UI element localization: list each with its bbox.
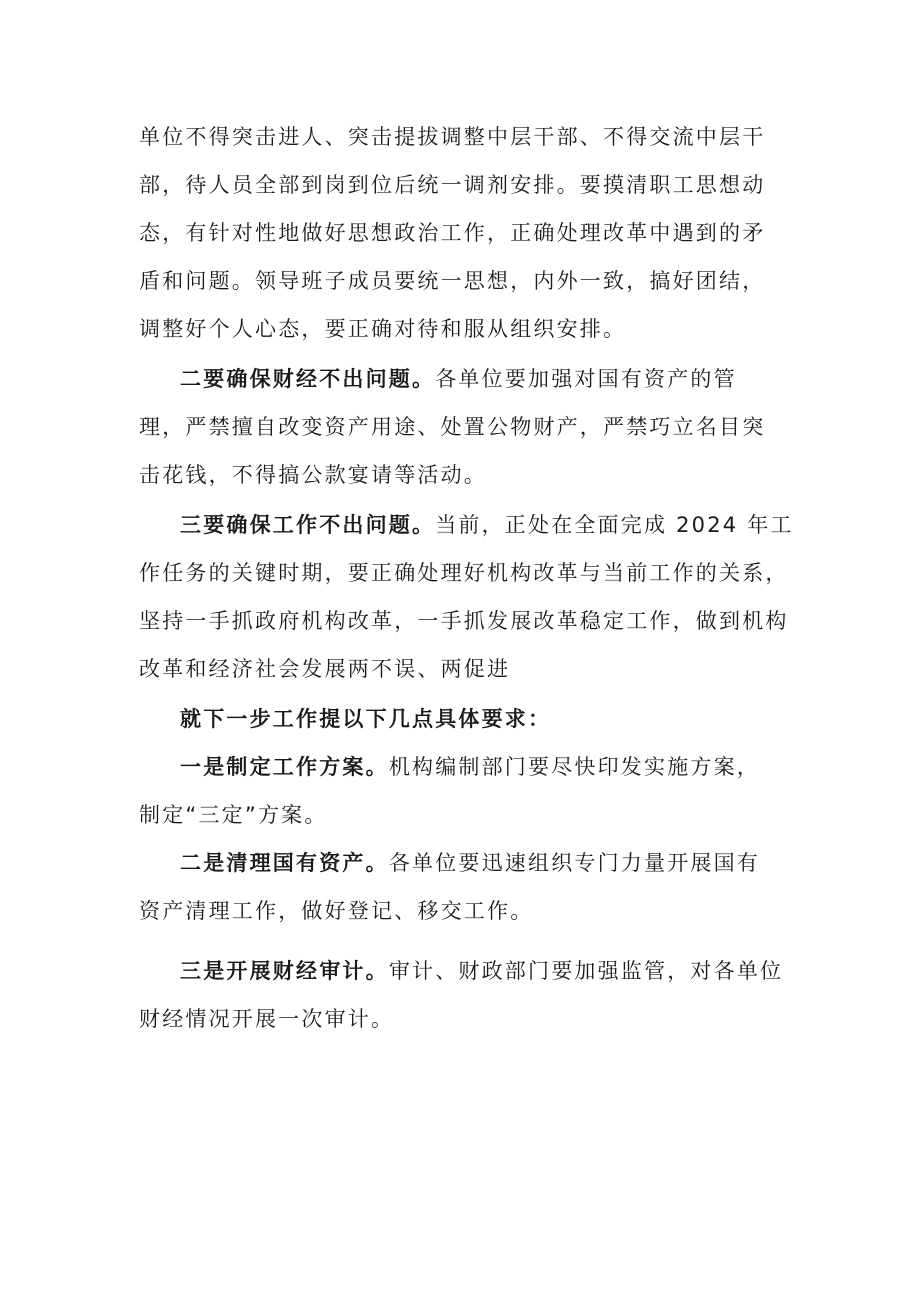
paragraph-first-line [180,364,840,394]
paragraph-first-line [180,956,840,986]
paragraph-line: 态，有针对性地做好思想政治工作，正确处理改革中遇到的矛 [139,221,766,245]
paragraph-line: 盾和问题。领导班子成员要统一思想，内外一致，搞好团结， [139,269,766,293]
paragraph-heading: 二是清理国有资产。 [180,851,389,875]
paragraph-line: 部，待人员全部到岗到位后统一调剂安排。要摸清职工思想动 [139,173,766,197]
section-intro: 就下一步工作提以下几点具体要求： [180,707,552,731]
paragraph-line: 调整好个人心态，要正确对待和服从组织安排。 [139,317,627,341]
paragraph-first-line [180,848,840,878]
paragraph-line: 制定“三定”方案。 [139,803,328,827]
paragraph-heading: 一是制定工作方案。 [180,755,389,779]
paragraph-heading: 三是开展财经审计。 [180,959,389,983]
paragraph-heading: 三要确保工作不出问题。 [180,513,436,537]
paragraph-line: 坚持一手抓政府机构改革，一手抓发展改革稳定工作，做到机构 [139,609,789,633]
paragraph-first-line [180,752,840,782]
paragraph-text: 当前，正处在全面完成 2024 年工 [435,513,794,537]
paragraph-line: 改革和经济社会发展两不误、两促进 [139,657,511,681]
paragraph-text: 各单位要迅速组织专门力量开展国有 [388,851,761,875]
paragraph-line: 单位不得突击进人、突击提拔调整中层干部、不得交流中层干 [139,125,766,149]
paragraph-text: 各单位要加强对国有资产的管 [435,367,737,391]
paragraph-line: 理，严禁擅自改变资产用途、处置公物财产，严禁巧立名目突 [139,415,766,439]
paragraph-heading: 二要确保财经不出问题。 [180,367,436,391]
paragraph-line: 资产清理工作，做好登记、移交工作。 [139,899,534,923]
paragraph-first-line [180,510,840,540]
paragraph-text: 审计、财政部门要加强监管，对各单位 [388,959,784,983]
paragraph-line: 财经情况开展一次审计。 [139,1007,395,1031]
paragraph-text: 机构编制部门要尽快印发实施方案， [388,755,761,779]
paragraph-line: 作任务的关键时期，要正确处理好机构改革与当前工作的关系， [139,561,789,585]
paragraph-line: 击花钱，不得搞公款宴请等活动。 [139,463,487,487]
